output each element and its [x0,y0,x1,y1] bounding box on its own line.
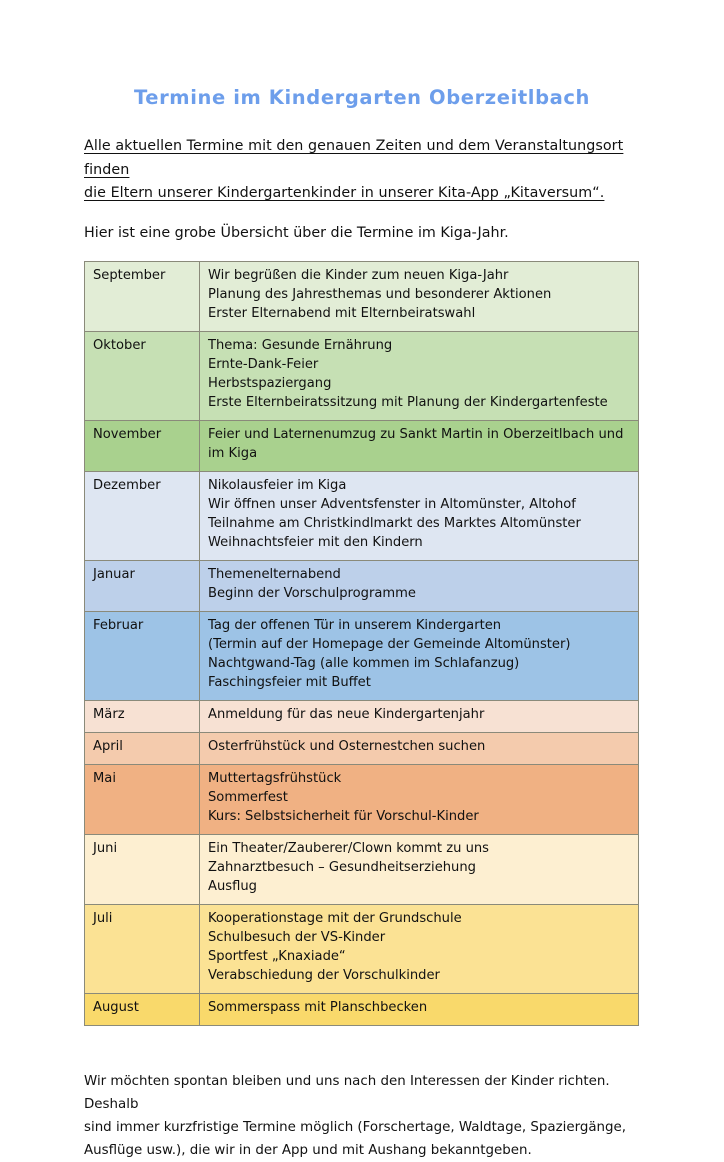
events-cell [200,834,639,904]
intro-plain-paragraph: Hier ist eine grobe Übersicht über die Termine im Kiga-Jahr. [84,224,509,241]
events-cell [200,420,639,471]
table-row [85,993,639,1025]
event-line: Teilnahme am Christkindlmarkt des Marktes Altomünster [208,515,581,531]
month-cell: März [85,700,200,732]
event-line: Planung des Jahresthemas und besonderer Aktionen [208,287,552,302]
event-line: Kurs: Selbstsicherheit für Vorschul-Kinder [208,808,479,824]
table-row [85,732,639,764]
events-cell [200,732,639,764]
calendar-table-body [85,262,639,1026]
intro-underlined-line-2: die Eltern unserer Kindergartenkinder in unserer Kita-App „Kitaversum“. [84,184,605,201]
event-line: Verabschiedung der Vorschulkinder [208,967,440,983]
intro-underlined-paragraph [84,135,640,204]
event-line: Erster Elternabend mit Elternbeiratswahl [208,305,476,321]
month-cell: Januar [85,560,200,611]
event-line: Osterfrühstück und Osternestchen suchen [208,738,486,754]
event-line: Nachtgwand-Tag (alle kommen im Schlafanzug) [208,655,520,671]
event-line: Wir öffnen unser Adventsfenster in Altomünster, Altohof [208,496,576,512]
table-row [85,764,639,834]
event-line: Sommerfest [208,789,288,805]
events-cell [200,560,639,611]
event-line: Muttertagsfrühstück [208,770,342,786]
event-line: Thema: Gesunde Ernährung [208,337,393,353]
events-cell [200,262,639,332]
events-cell [200,764,639,834]
month-cell: November [85,420,200,471]
event-line: Sportfest „Knaxiade“ [208,948,346,964]
events-cell [200,471,639,560]
event-line: (Termin auf der Homepage der Gemeinde Altomünster) [208,636,571,652]
closing-line-1: Wir möchten spontan bleiben und uns nach den Interessen der Kinder richten. Deshalb [84,1073,610,1112]
event-line: Ernte-Dank-Feier [208,356,319,372]
table-row [85,560,639,611]
events-cell [200,611,639,700]
events-cell [200,993,639,1025]
event-line: Wir begrüßen die Kinder zum neuen Kiga-Jahr [208,268,509,284]
month-cell: Dezember [85,471,200,560]
event-line: Schulbesuch der VS-Kinder [208,929,386,945]
month-cell: Juli [85,904,200,993]
event-line: Themenelternabend [208,566,341,582]
event-line: Ausflug [208,878,257,894]
table-row [85,471,639,560]
event-line: Zahnarztbesuch – Gesundheitserziehung [208,859,476,875]
month-cell: April [85,732,200,764]
event-line: Ein Theater/Zauberer/Clown kommt zu uns [208,840,489,856]
month-cell: August [85,993,200,1025]
event-line: Nikolausfeier im Kiga [208,477,347,493]
page-title: Termine im Kindergarten Oberzeitlbach [133,86,591,109]
table-row [85,611,639,700]
events-cell [200,700,639,732]
event-line: Tag der offenen Tür in unserem Kindergarten [208,617,502,633]
table-row [85,331,639,420]
month-cell: Oktober [85,331,200,420]
events-cell [200,904,639,993]
event-line: Feier und Laternenumzug zu Sankt Martin in Oberzeitlbach und im Kiga [208,426,624,461]
month-cell: September [85,262,200,332]
event-line: Herbstspaziergang [208,375,332,391]
table-row [85,262,639,332]
month-cell: Juni [85,834,200,904]
closing-line-3: Ausflüge usw.), die wir in der App und mit Aushang bekanntgeben. [84,1142,532,1158]
month-cell: Mai [85,764,200,834]
event-line: Beginn der Vorschulprogramme [208,585,416,601]
event-line: Kooperationstage mit der Grundschule [208,910,462,926]
month-cell: Februar [85,611,200,700]
events-cell [200,331,639,420]
event-line: Sommerspass mit Planschbecken [208,999,428,1015]
event-line: Weihnachtsfeier mit den Kindern [208,534,423,550]
table-row [85,420,639,471]
event-line: Anmeldung für das neue Kindergartenjahr [208,706,485,722]
closing-line-2: sind immer kurzfristige Termine möglich (Forschertage, Waldtage, Spaziergänge, [84,1119,627,1135]
calendar-table [84,261,639,1026]
event-line: Faschingsfeier mit Buffet [208,674,371,690]
table-row [85,904,639,993]
table-row [85,700,639,732]
table-row [85,834,639,904]
intro-underlined-line-1: Alle aktuellen Termine mit den genauen Zeiten und dem Veranstaltungsort finden [84,138,624,178]
event-line: Erste Elternbeiratssitzung mit Planung der Kindergartenfeste [208,394,608,410]
closing-paragraph [84,1070,644,1162]
